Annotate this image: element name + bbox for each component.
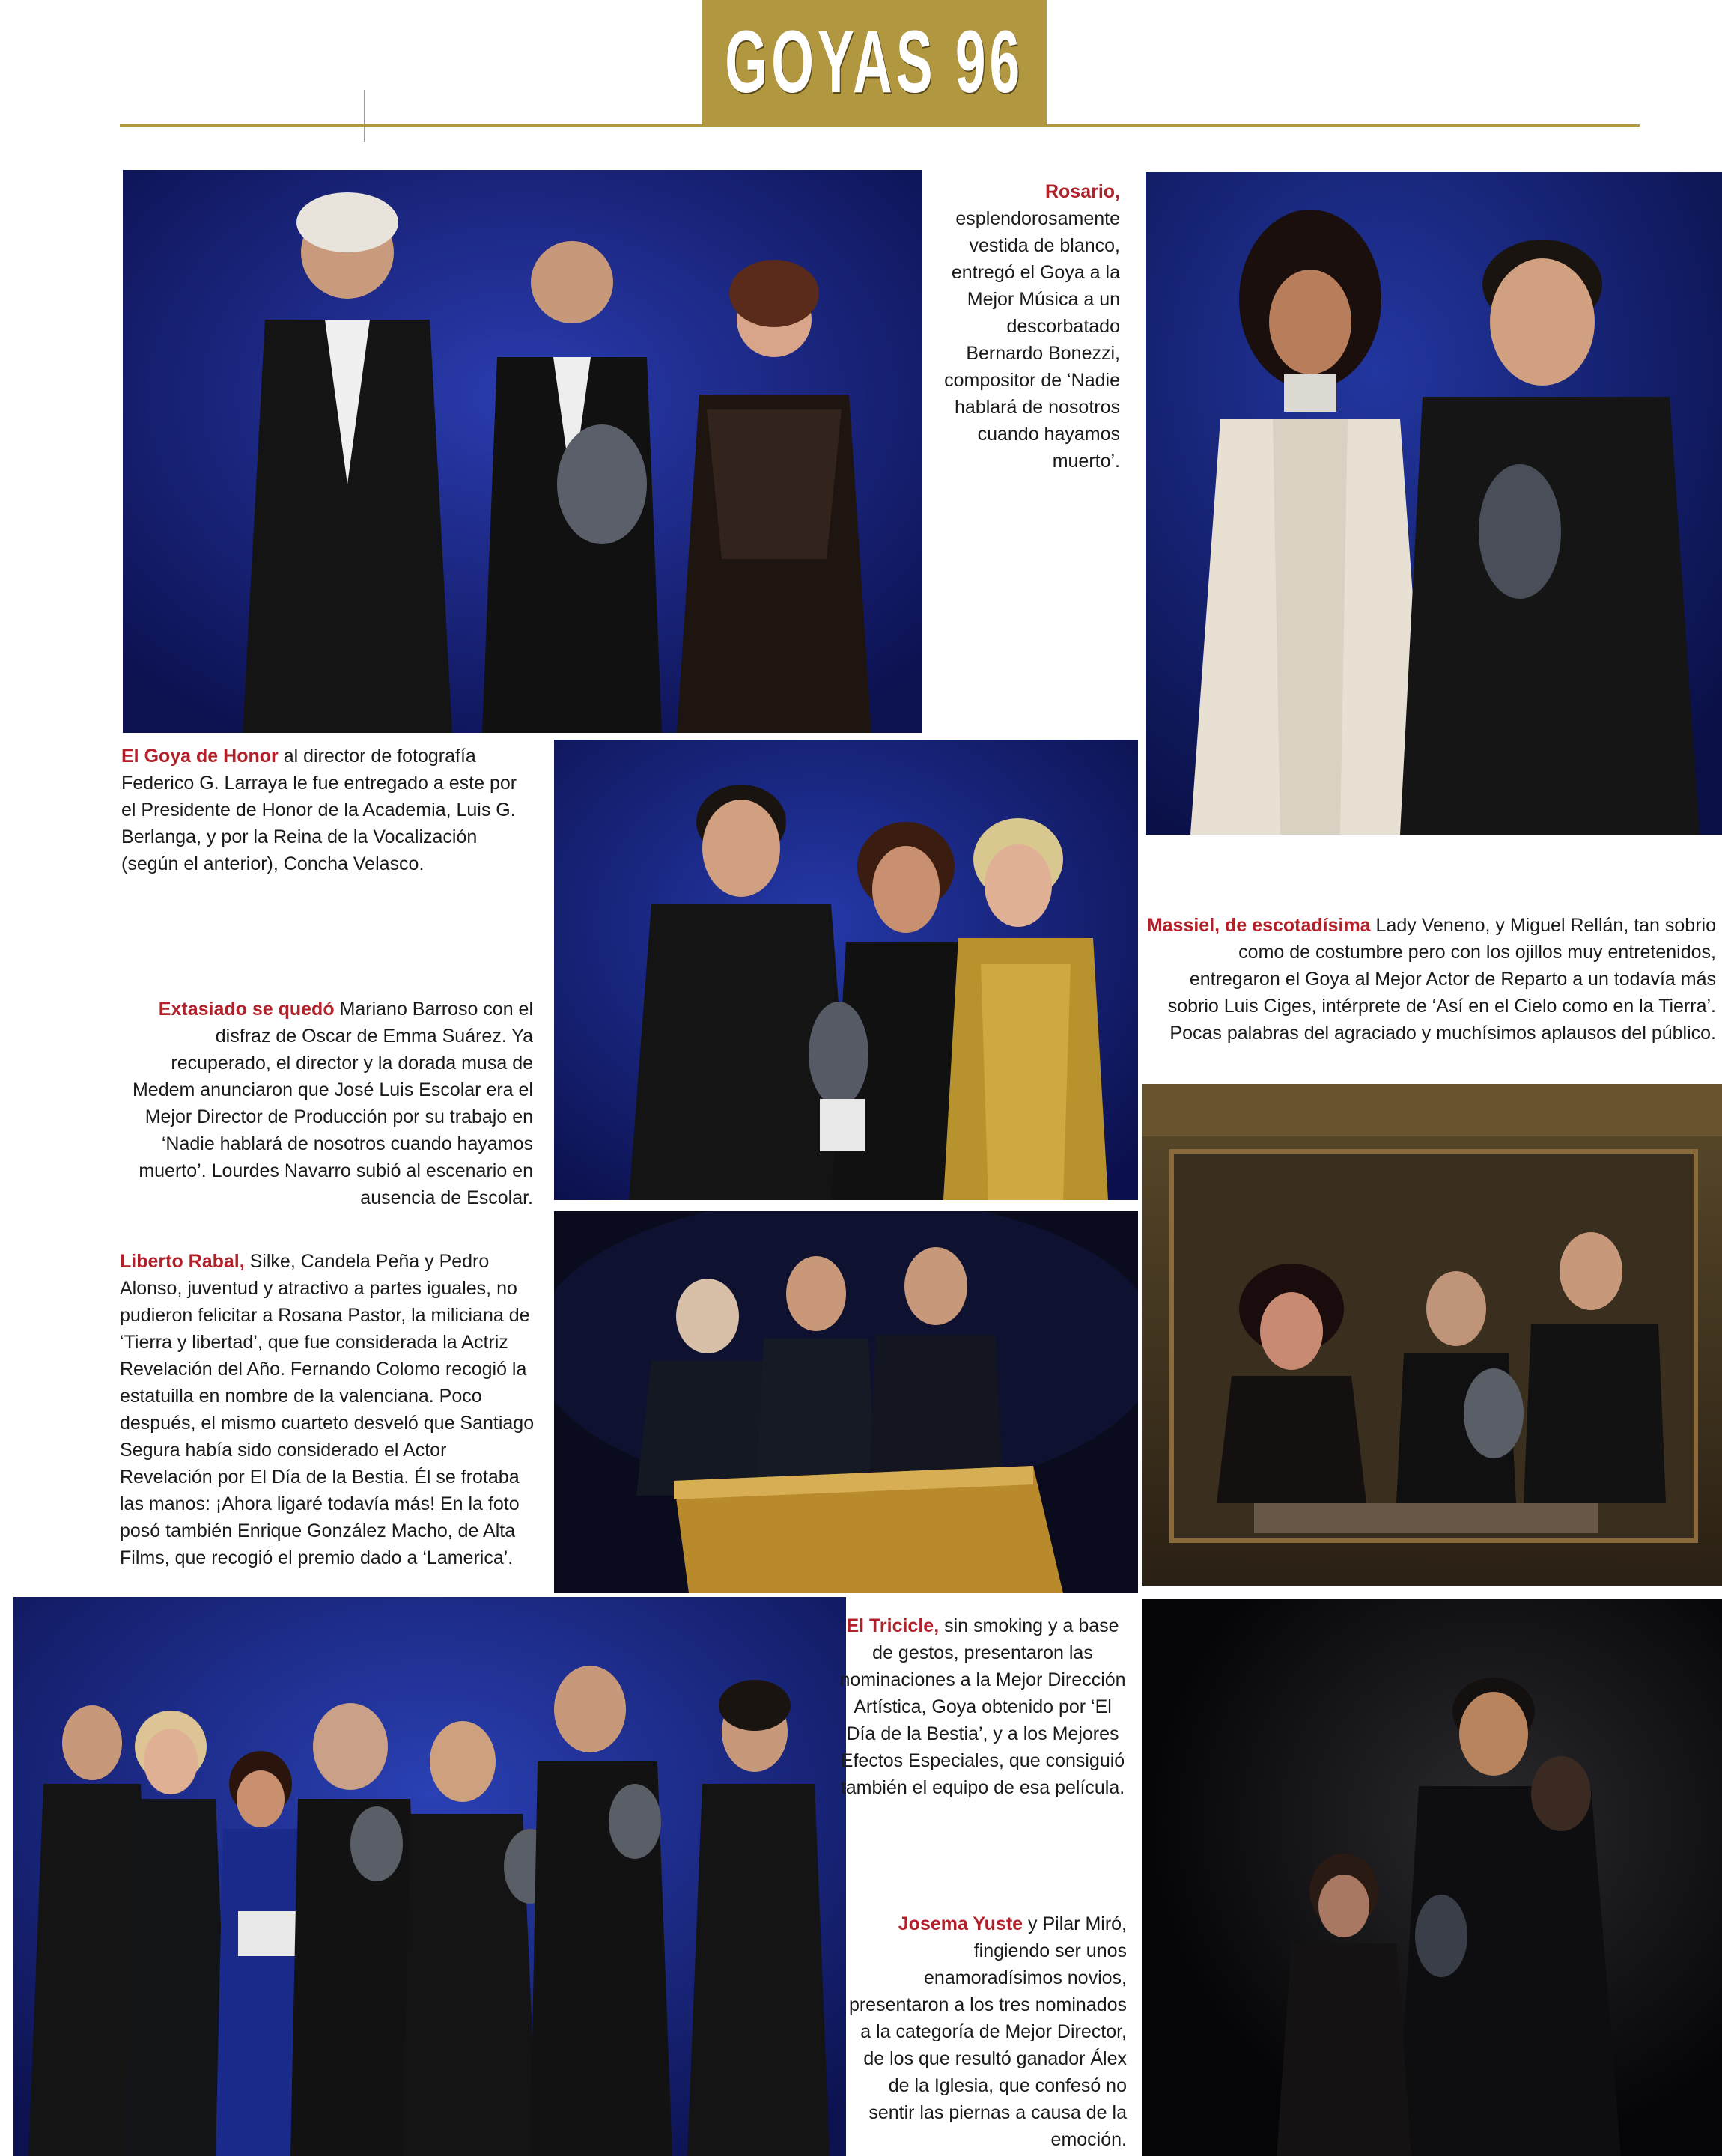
photo-massiel xyxy=(1142,1084,1722,1586)
header-tick-mark xyxy=(364,90,365,142)
page-title: GOYAS 96 xyxy=(725,13,1024,112)
caption-body: sin smoking y a base de gestos, presentaron las nominaciones a la Mejor Dirección Artística, Goya obtenido por ‘El Día de la Bestia’, y a los Mejores Efectos Especiales, que consiguió también el equipo de esa película. xyxy=(839,1616,1126,1798)
caption-body: Lady Veneno, y Miguel Rellán, tan sobrio como de costumbre pero con los ojillos muy entretenidos, entregaron el Goya al Mejor Actor de Reparto a un todavía más sobrio Luis Ciges, intérprete de ‘Así en el Cielo como en la Tierra’. Pocas palabras del agraciado y muchísimos aplausos del público. xyxy=(1167,915,1716,1044)
photo-liberto xyxy=(554,1211,1138,1593)
header-rule xyxy=(120,124,1640,127)
caption-lead: Rosario, xyxy=(1044,181,1120,202)
caption-josema xyxy=(839,1910,1127,2153)
caption-body: al director de fotografía Federico G. Larraya le fue entregado a este por el Presidente de Honor de la Academia, Luis G. Berlanga, y por la Reina de la Vocalización (según el anterior), Concha Velasco. xyxy=(121,746,517,874)
caption-lead: El Goya de Honor xyxy=(121,746,279,767)
photo-extasiado xyxy=(554,740,1138,1200)
caption-body: Silke, Candela Peña y Pedro Alonso, juventud y atractivo a partes iguales, no pudieron felicitar a Rosana Pastor, la miliciana de ‘Tierra y libertad’, que fue considerada la Actriz Revelación del Año. Fernando Colomo recogió la estatuilla en nombre de la valenciana. Poco después, el mismo cuarteto desveló que Santiago Segura había sido considerado el Actor Revelación por El Día de la Bestia. Él se frotaba las manos: ¡Ahora ligaré todavía más! En la foto posó también Enrique González Macho, de Alta Films, que recogió el premio dado a ‘Lamerica’. xyxy=(120,1251,535,1568)
header-badge xyxy=(702,0,1047,124)
caption-lead: Extasiado se quedó xyxy=(158,999,335,1020)
caption-massiel xyxy=(1146,912,1716,1047)
caption-liberto xyxy=(120,1248,539,1571)
caption-lead: El Tricicle, xyxy=(846,1616,940,1636)
caption-rosario xyxy=(927,178,1120,475)
caption-body: Mariano Barroso con el disfraz de Oscar de Emma Suárez. Ya recuperado, el director y la dorada musa de Medem anunciaron que José Luis Escolar era el Mejor Director de Producción por su trabajo en ‘Nadie hablará de nosotros cuando hayamos muerto’. Lourdes Navarro subió al escenario en ausencia de Escolar. xyxy=(132,999,533,1208)
caption-lead: Liberto Rabal, xyxy=(120,1251,245,1272)
photo-josema xyxy=(1142,1599,1722,2156)
caption-lead: Massiel, de escotadísima xyxy=(1146,915,1371,936)
caption-lead: Josema Yuste xyxy=(898,1913,1023,1934)
caption-extasiado xyxy=(120,996,533,1211)
photo-rosario xyxy=(1146,172,1722,835)
caption-goya-honor xyxy=(121,743,529,877)
caption-tricicle xyxy=(839,1613,1127,1801)
caption-body: esplendorosamente vestida de blanco, entregó el Goya a la Mejor Música a un descorbatado Bernardo Bonezzi, compositor de ‘Nadie hablará de nosotros cuando hayamos muerto’. xyxy=(944,208,1120,472)
caption-body: y Pilar Miró, fingiendo ser unos enamoradísimos novios, presentaron a los tres nominados a la categoría de Mejor Director, de los que resultó ganador Álex de la Iglesia, que confesó no sentir las piernas a causa de la emoción. xyxy=(848,1913,1127,2150)
photo-group-bestia xyxy=(13,1597,846,2156)
photo-goya-honor xyxy=(123,170,922,733)
